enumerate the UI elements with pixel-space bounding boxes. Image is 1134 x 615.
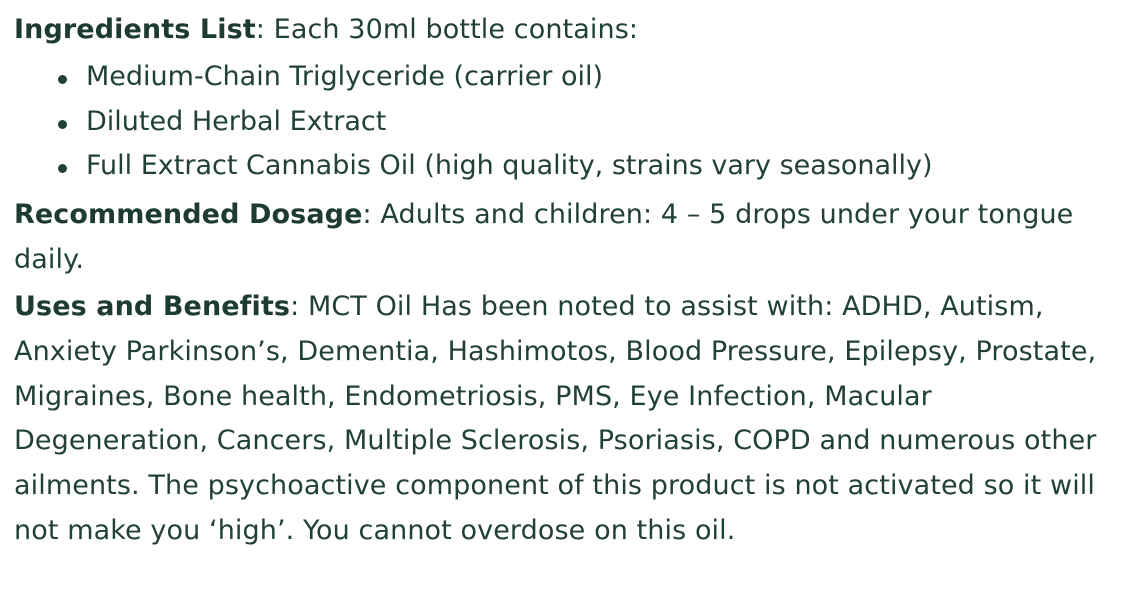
ingredients-list bbox=[14, 55, 1120, 189]
uses-text: MCT Oil Has been noted to assist with: ADHD, Autism, Anxiety Parkinson’s, Dementia, Hashimotos, Blood Pressure, Epilepsy, Prostate, Migraines, Bone health, Endometriosis, PMS, Eye Infection, Macular Degeneration, Cancers, Multiple Sclerosis, Psoriasis, COPD and numerous other ailments. The psychoactive component of this product is not activated so it will not make you ‘high’. You cannot overdose on this oil. bbox=[14, 290, 1097, 546]
list-item: Full Extract Cannabis Oil (high quality, strains vary seasonally) bbox=[14, 144, 1120, 189]
uses-paragraph bbox=[14, 285, 1120, 554]
ingredients-paragraph bbox=[14, 8, 1120, 53]
dosage-paragraph bbox=[14, 193, 1120, 283]
uses-separator: : bbox=[290, 290, 308, 322]
ingredients-heading: Ingredients List bbox=[14, 14, 256, 45]
uses-heading: Uses and Benefits bbox=[14, 290, 291, 322]
dosage-heading: Recommended Dosage bbox=[14, 199, 363, 231]
list-item: Diluted Herbal Extract bbox=[14, 100, 1120, 145]
dosage-text: Adults and children: 4 – 5 drops under your tongue daily. bbox=[14, 199, 1074, 276]
ingredients-text: Each 30ml bottle contains: bbox=[273, 14, 639, 45]
dosage-separator: : bbox=[362, 199, 381, 231]
ingredients-separator: : bbox=[255, 14, 274, 45]
list-item: Medium-Chain Triglyceride (carrier oil) bbox=[14, 55, 1120, 100]
